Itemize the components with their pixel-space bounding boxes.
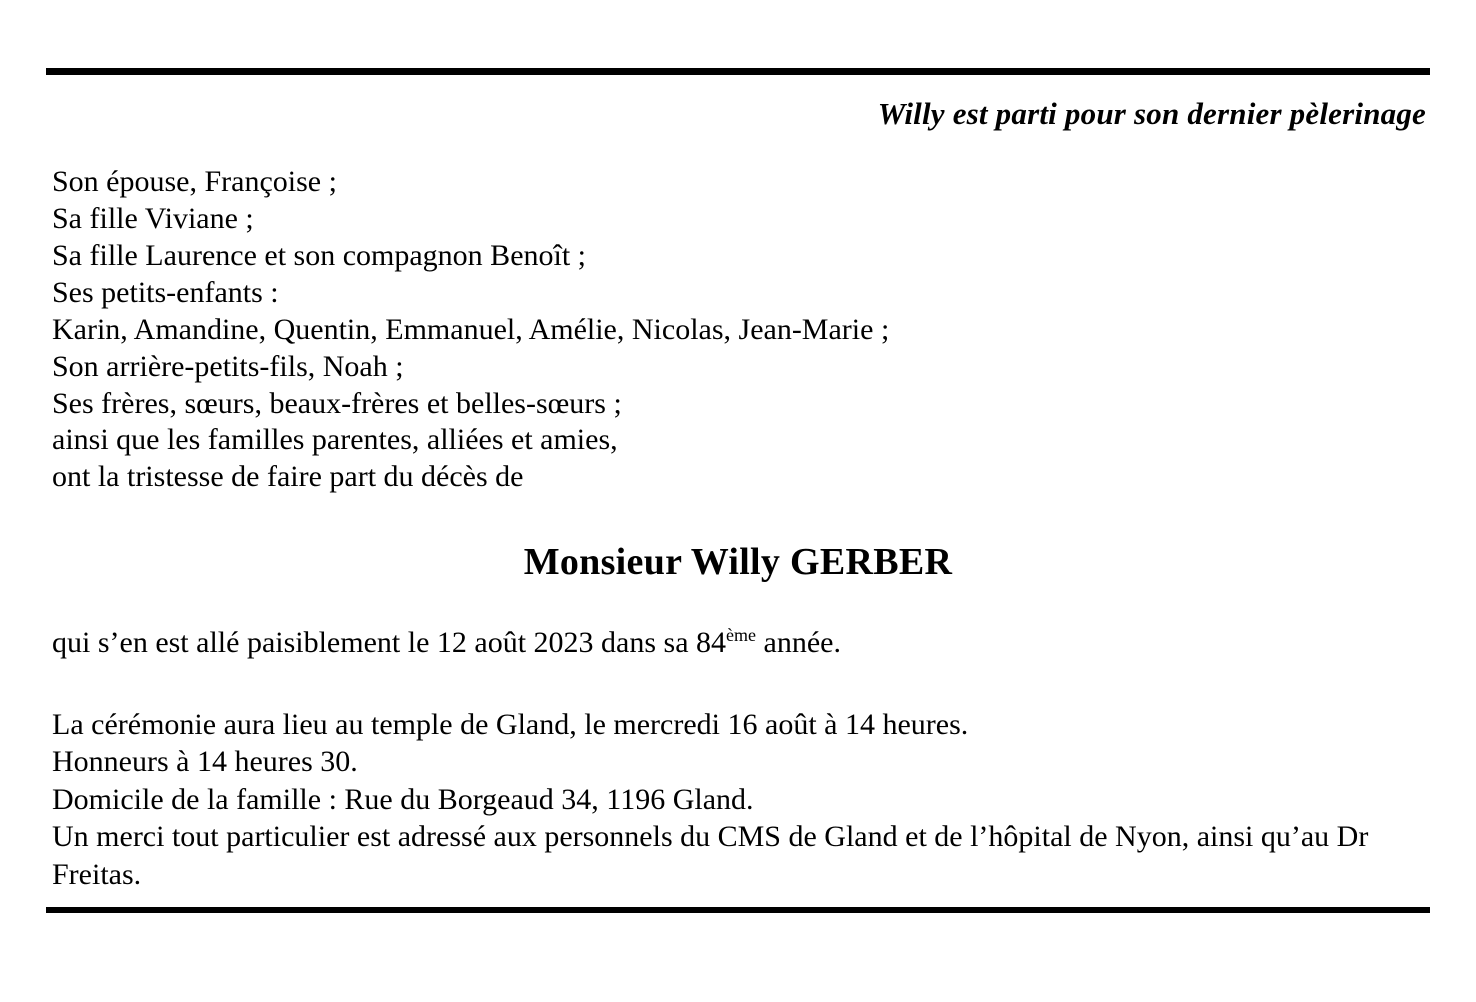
family-line: Sa fille Viviane ; — [52, 202, 254, 236]
family-line: Ses frères, sœurs, beaux-frères et belles-sœurs ; — [52, 386, 622, 420]
bottom-divider-rule — [46, 907, 1430, 913]
family-line: Ses petits-enfants : — [52, 275, 279, 309]
top-divider-rule — [46, 68, 1430, 75]
death-notice-card — [0, 68, 1476, 1002]
thanks-line: Un merci tout particulier est adressé aux personnels du CMS de Gland et de l’hôpital de Nyon, ainsi qu’au Dr Freitas. — [52, 820, 1369, 891]
epitaph-line: Willy est parti pour son dernier pèlerinage — [877, 96, 1426, 131]
passing-ordinal-suffix: ème — [726, 625, 757, 646]
deceased-name: Monsieur Willy GERBER — [523, 541, 953, 584]
family-announcement-block — [52, 164, 1476, 496]
family-line: Karin, Amandine, Quentin, Emmanuel, Amélie, Nicolas, Jean-Marie ; — [52, 312, 890, 346]
family-address-line: Domicile de la famille : Rue du Borgeaud 34, 1196 Gland. — [52, 782, 754, 816]
passing-statement — [52, 624, 1476, 662]
honours-line: Honneurs à 14 heures 30. — [52, 745, 358, 779]
family-line: ainsi que les familles parentes, alliées et amies, — [52, 423, 618, 457]
ceremony-details-block — [52, 706, 1424, 894]
family-line: Sa fille Laurence et son compagnon Benoît ; — [52, 238, 587, 272]
family-line: ont la tristesse de faire part du décès de — [52, 460, 524, 494]
passing-text-after: année. — [756, 626, 841, 660]
family-line: Son épouse, Françoise ; — [52, 165, 337, 199]
ceremony-line: La cérémonie aura lieu au temple de Gland, le mercredi 16 août à 14 heures. — [52, 707, 969, 741]
family-line: Son arrière-petits-fils, Noah ; — [52, 349, 404, 383]
passing-text-before: qui s’en est allé paisiblement le 12 août 2023 dans sa 84 — [52, 626, 727, 660]
